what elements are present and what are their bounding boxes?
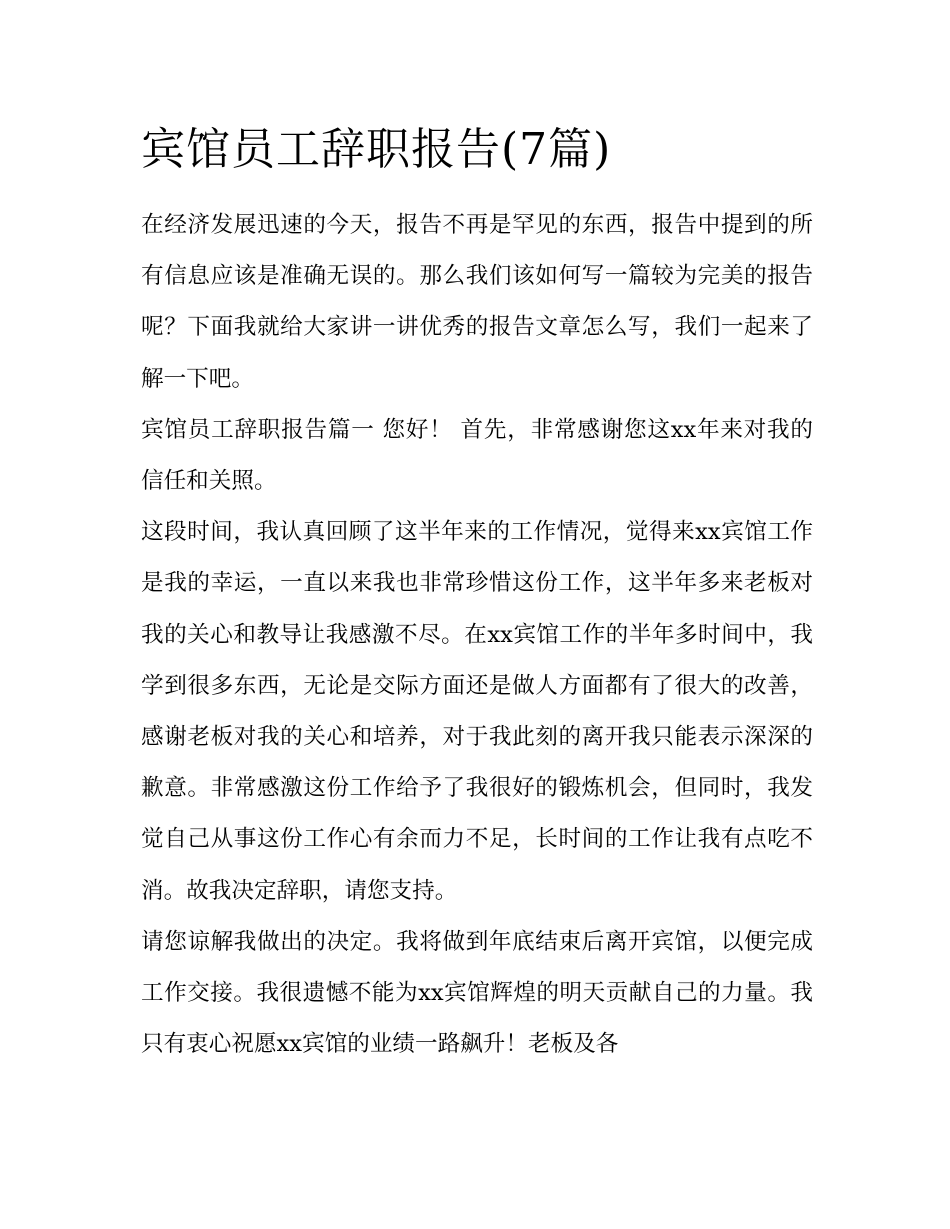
body-paragraph: 这段时间，我认真回顾了这半年来的工作情况，觉得来xx宾馆工作是我的幸运，一直以来我也非常珍惜这份工作，这半年多来老板对我的关心和教导让我感激不尽。在xx宾馆工作的半年多时间中，我学到很多东西，无论是交际方面还是做人方面都有了很大的改善，感谢老板对我的关心和培养，对于我此刻的离开我只能表示深深的歉意。非常感激这份工作给予了我很好的锻炼机会，但同时，我发觉自己从事这份工作心有余而力不足，长时间的工作让我有点吃不消。故我决定辞职，请您支持。	[141, 519, 813, 904]
intro-paragraph: 在经济发展迅速的今天，报告不再是罕见的东西，报告中提到的所有信息应该是准确无误的。那么我们该如何写一篇较为完美的报告呢？下面我就给大家讲一讲优秀的报告文章怎么写，我们一起来了解一下吧。	[141, 212, 813, 392]
closing-paragraph: 请您谅解我做出的决定。我将做到年底结束后离开宾馆，以便完成工作交接。我很遗憾不能为xx宾馆辉煌的明天贡献自己的力量。我只有衷心祝愿xx宾馆的业绩一路飙升！老板及各	[141, 928, 813, 1058]
document-title: 宾馆员工辞职报告(7篇)	[141, 124, 612, 175]
document-body	[141, 114, 813, 1070]
greeting-paragraph: 宾馆员工辞职报告篇一 您好！ 首先，非常感谢您这xx年来对我的信任和关照。	[141, 416, 813, 495]
